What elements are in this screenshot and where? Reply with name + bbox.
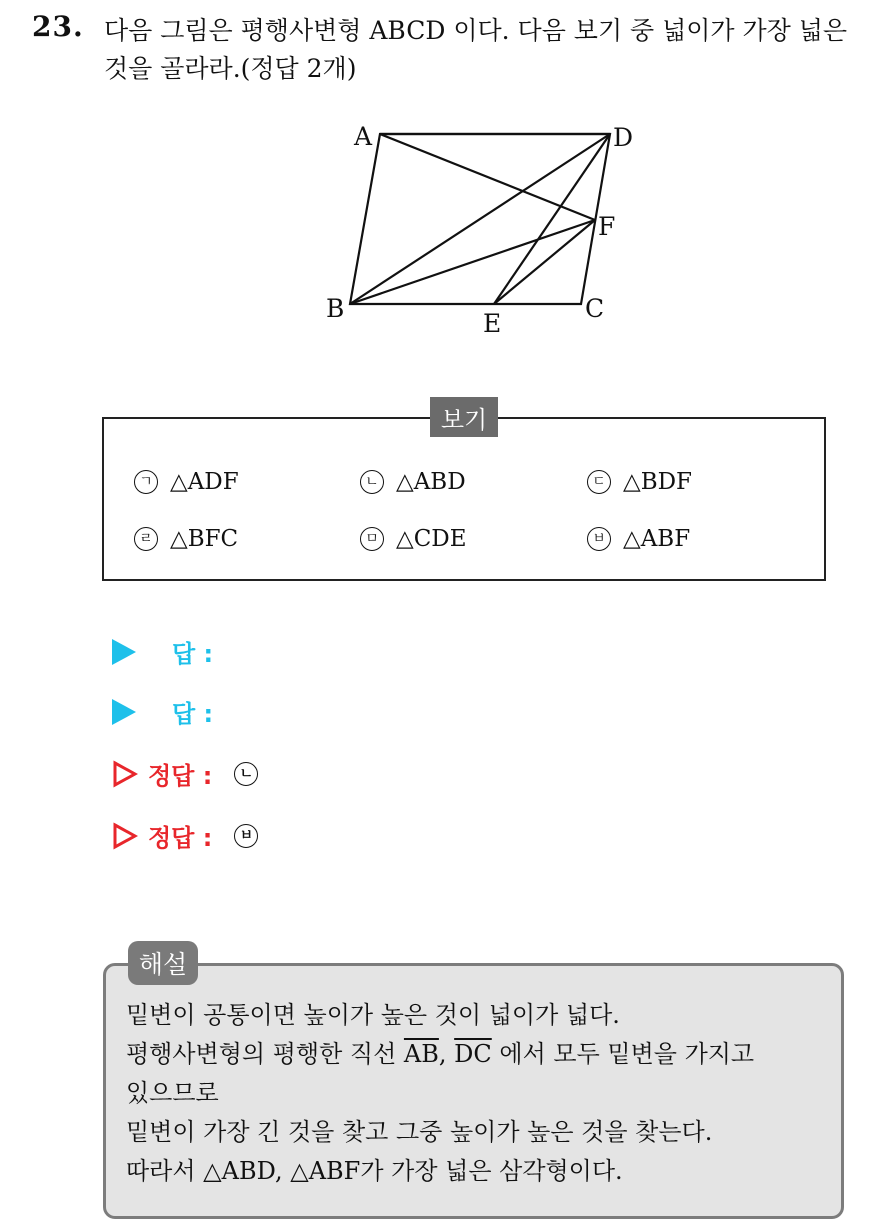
correct-answer-row-1 [112, 756, 258, 791]
solution-text [126, 996, 836, 1191]
answer-label: 답 : [172, 700, 214, 728]
solution-line-2 [126, 1035, 836, 1074]
segment-bd [350, 134, 610, 304]
solution-line-1: 밑변이 공통이면 높이가 높은 것이 넓이가 넓다. [126, 1001, 620, 1029]
correct-arrow-icon [112, 822, 138, 850]
option-2-marker: ㄴ [360, 470, 384, 494]
option-5-marker: ㅁ [360, 527, 384, 551]
segment-af [380, 134, 595, 220]
answer-arrow-icon [112, 699, 136, 725]
correct-label: 정답 : [148, 824, 213, 852]
option-2-text: △ABD [396, 469, 466, 495]
label-a: A [354, 122, 373, 151]
correct-answer-marker: ㄴ [234, 762, 258, 786]
segment-ab-text: $\overline{AB}$ [403, 1040, 439, 1068]
option-3-marker: ㄷ [587, 470, 611, 494]
solution-line-5: 따라서 △ABD, △ABF가 가장 넓은 삼각형이다. [126, 1157, 623, 1185]
answer-arrow-icon [112, 639, 136, 665]
segment-ef [494, 220, 595, 304]
option-6-marker: ㅂ [587, 527, 611, 551]
label-d: D [613, 123, 634, 152]
solution-title: 해설 [128, 941, 198, 985]
option-4-marker: ㄹ [134, 527, 158, 551]
option-6 [587, 526, 690, 552]
question-line-2: 것을 골라라.(정답 2개) [104, 54, 357, 83]
option-1-marker: ㄱ [134, 470, 158, 494]
correct-label: 정답 : [148, 762, 213, 790]
option-4-text: △BFC [170, 526, 239, 552]
correct-answer-marker: ㅂ [234, 824, 258, 848]
solution-line-4: 밑변이 가장 긴 것을 찾고 그중 높이가 높은 것을 찾는다. [126, 1118, 713, 1146]
parallelogram-diagram [318, 116, 648, 341]
option-1-text: △ADF [170, 469, 239, 495]
solution-line-3: 있으므로 [126, 1079, 219, 1107]
label-f: F [598, 212, 616, 241]
segment-bf [350, 220, 595, 304]
option-4 [134, 526, 238, 552]
option-5-text: △CDE [396, 526, 467, 552]
correct-answer-row-2 [112, 818, 258, 853]
label-e: E [483, 309, 502, 338]
bogi-box [102, 417, 826, 581]
option-1 [134, 469, 239, 495]
label-c: C [585, 294, 605, 323]
question-line-1: 다음 그림은 평행사변형 ABCD 이다. 다음 보기 중 넓이가 가장 넓은 [104, 16, 848, 45]
answer-row-1 [112, 634, 213, 669]
option-5 [360, 526, 467, 552]
bogi-title: 보기 [430, 397, 498, 437]
answer-label: 답 : [172, 640, 214, 668]
segment-dc-text: $\overline{DC}$ [454, 1040, 492, 1068]
parallelogram-figure [318, 116, 648, 341]
answer-row-2 [112, 694, 213, 729]
question-text [104, 12, 874, 88]
label-b: B [326, 294, 345, 323]
option-3 [587, 469, 692, 495]
solution-line-2-post: 에서 모두 밑변을 가지고 [491, 1040, 755, 1068]
option-3-text: △BDF [623, 469, 692, 495]
option-6-text: △ABF [623, 526, 691, 552]
solution-line-2-sep: , [438, 1040, 455, 1068]
question-number: 23. [32, 10, 84, 43]
solution-line-2-pre: 평행사변형의 평행한 직선 [126, 1040, 404, 1068]
correct-arrow-icon [112, 760, 138, 788]
option-2 [360, 469, 466, 495]
